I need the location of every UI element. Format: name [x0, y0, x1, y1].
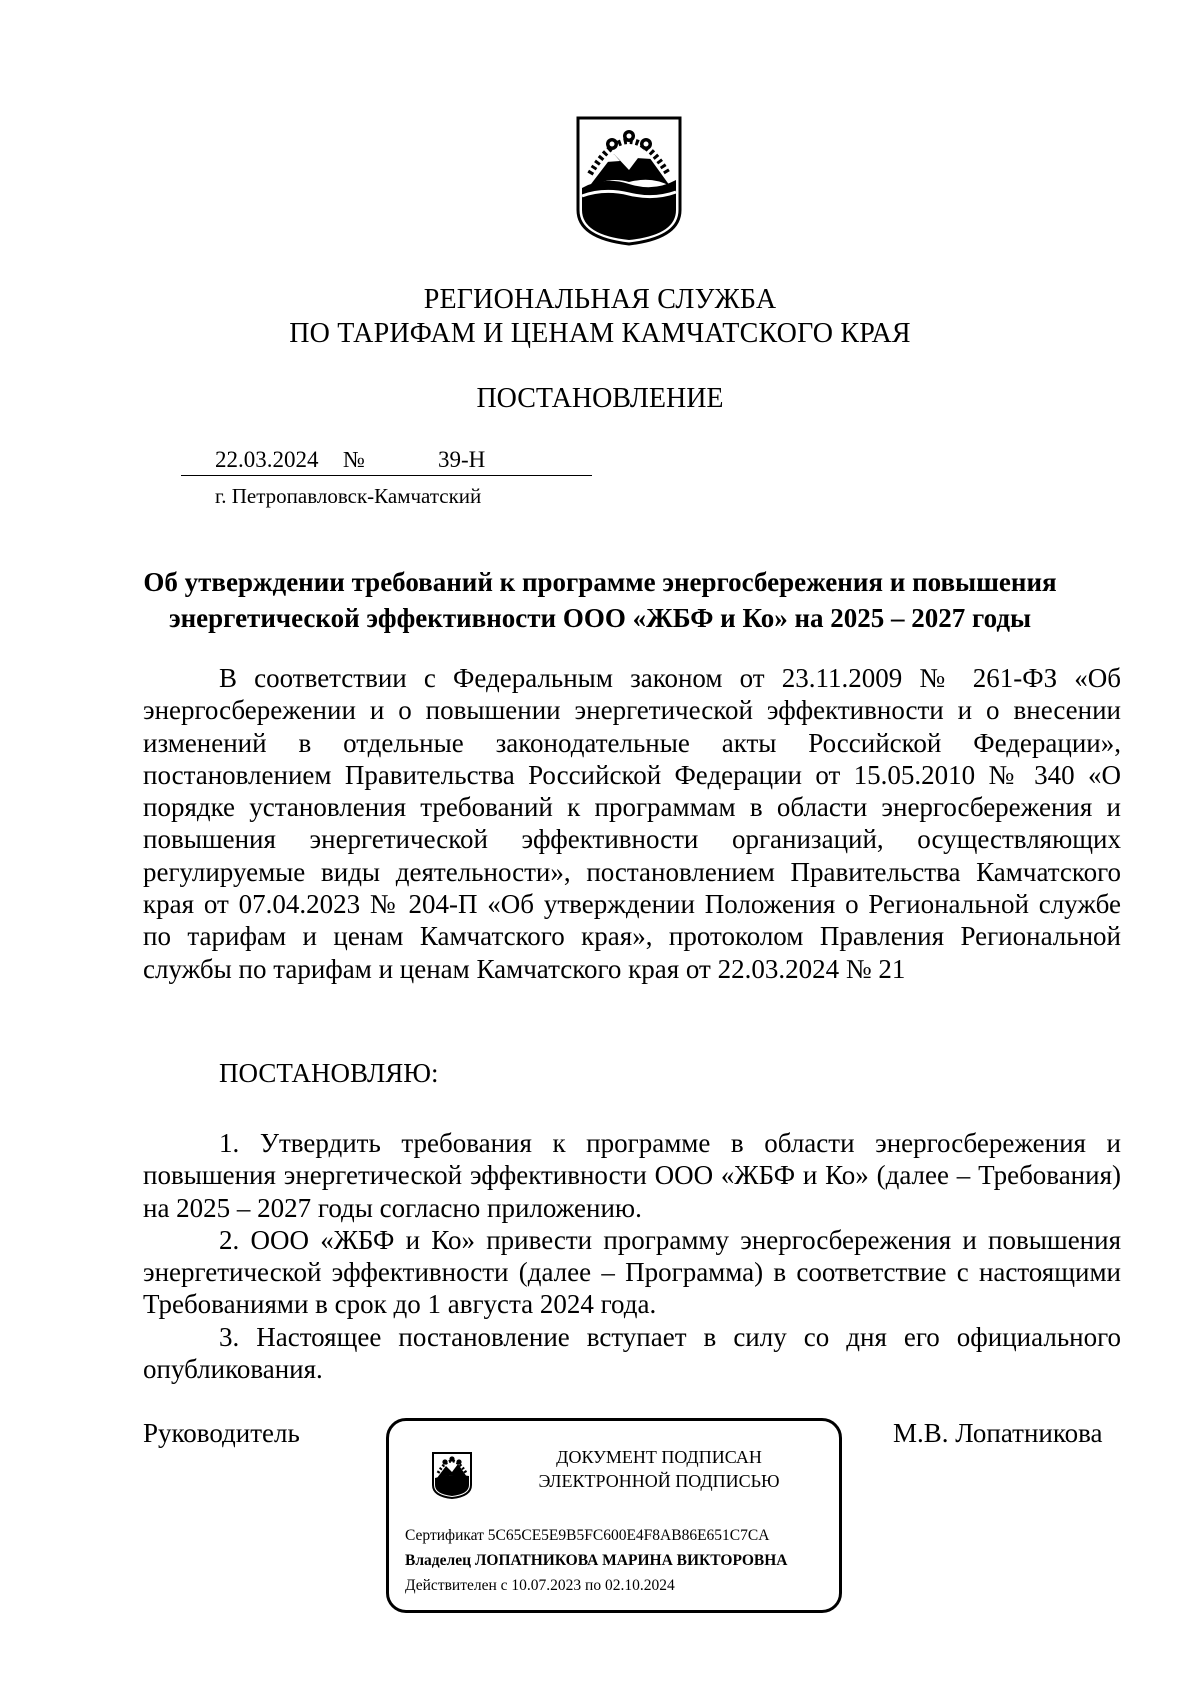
preamble-block [143, 662, 1121, 985]
document-city: г. Петропавловск-Камчатский [215, 484, 482, 508]
decree-items [143, 1127, 1121, 1385]
coat-of-arms-emblem [574, 114, 684, 246]
document-date: 22.03.2024 [215, 447, 319, 472]
stamp-certificate: Сертификат 5C65CE5E9B5FC600E4F8AB86E651C7CA [405, 1527, 770, 1544]
stamp-emblem-icon [431, 1451, 473, 1499]
decree-item-3: 3. Настоящее постановление вступает в силу со дня его официального опубликования. [143, 1321, 1121, 1385]
date-number-line [181, 447, 592, 476]
signatory-position: Руководитель [143, 1418, 300, 1448]
stamp-owner: Владелец ЛОПАТНИКОВА МАРИНА ВИКТОРОВНА [405, 1552, 788, 1569]
stamp-validity: Действителен с 10.07.2023 по 02.10.2024 [405, 1577, 675, 1594]
decree-item-1: 1. Утвердить требования к программе в области энергосбережения и повышения энергетической эффективности ООО «ЖБФ и Ко» (далее – Требования) на 2025 – 2027 годы согласно приложению. [143, 1128, 1121, 1223]
signatory-name: М.В. Лопатникова [893, 1418, 1103, 1448]
organization-name-line2: ПО ТАРИФАМ И ЦЕНАМ КАМЧАТСКОГО КРАЯ [289, 318, 911, 349]
decree-word: ПОСТАНОВЛЯЮ: [219, 1058, 439, 1088]
stamp-title [509, 1445, 809, 1493]
organization-name-line1: РЕГИОНАЛЬНАЯ СЛУЖБА [423, 284, 777, 315]
stamp-title-line1: ДОКУМЕНТ ПОДПИСАН [556, 1447, 762, 1467]
electronic-signature-stamp [386, 1418, 842, 1613]
document-title-line1: Об утверждении требований к программе энергосбережения и повышения [143, 567, 1057, 597]
preamble-paragraph: В соответствии с Федеральным законом от 23.11.2009 № 261-ФЗ «Об энергосбережении и о повышении энергетической эффективности и о внесении изменений в отдельные законодательные акты Российской Федерации», постановлением Правительства Российской Федерации от 15.05.2010 № 340 «О порядке установления требований к программам в области энергосбережения и повышения энергетической эффективности организаций, осуществляющих регулируемые виды деятельности», постановлением Правительства Камчатского края от 07.04.2023 № 204-П «Об утверждении Положения о Региональной службе по тарифам и ценам Камчатского края», протоколом Правления Региональной службы по тарифам и ценам Камчатского края от 22.03.2024 № 21 [143, 663, 1121, 984]
stamp-title-line2: ЭЛЕКТРОННОЙ ПОДПИСЬЮ [538, 1471, 780, 1491]
document-number: 39-Н [438, 447, 486, 472]
number-sign: № [343, 447, 365, 472]
document-title [0, 564, 1200, 636]
document-title-line2: энергетической эффективности ООО «ЖБФ и Ко» на 2025 – 2027 годы [168, 603, 1032, 633]
organization-name [0, 283, 1200, 351]
decree-item-2: 2. ООО «ЖБФ и Ко» привести программу энергосбережения и повышения энергетической эффективности (далее – Программа) в соответствие с настоящими Требованиями в срок до 1 августа 2024 года. [143, 1224, 1121, 1320]
document-type: ПОСТАНОВЛЕНИЕ [476, 383, 724, 414]
